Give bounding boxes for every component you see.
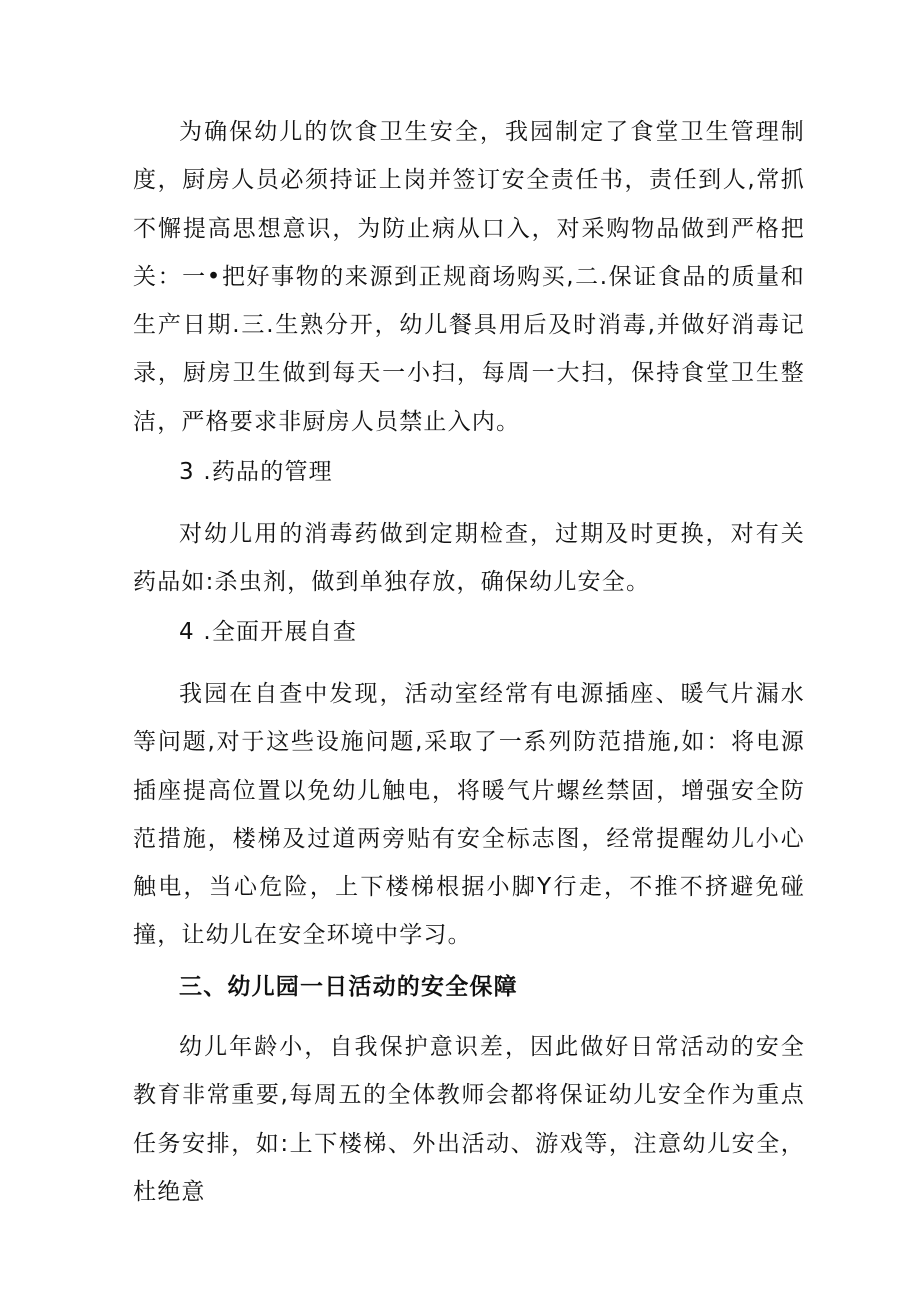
- paragraph-canteen-hygiene: 为确保幼儿的饮食卫生安全，我园制定了食堂卫生管理制度，厨房人员必须持证上岗并签订安全责任书，责任到人,常抓不懈提高思想意识，为防止病从口入，对采购物品做到严格把关：一•把好事物的来源到正规商场购买,二.保证食品的质量和生产日期.三.生熟分开，幼儿餐具用后及时消毒,并做好消毒记录，厨房卫生做到每天一小扫，每周一大扫，保持食堂卫生整洁，严格要求非厨房人员禁止入内。: [133, 119, 805, 435]
- heading-self-check: 4 .全面开展自查: [179, 619, 358, 645]
- paragraph-daily-activity: 幼儿年龄小，自我保护意识差，因此做好日常活动的安全教育非常重要,每周五的全体教师会都将保证幼儿安全作为重点任务安排，如:上下楼梯、外出活动、游戏等，注意幼儿安全，杜绝意: [133, 1034, 805, 1205]
- paragraph-medicine-management: 对幼儿用的消毒药做到定期检查，过期及时更换，对有关药品如:杀虫剂，做到单独存放，确保幼儿安全。: [133, 521, 805, 596]
- heading-medicine-management: 3 .药品的管理: [179, 459, 333, 485]
- heading-daily-activity-safety: 三、幼儿园一日活动的安全保障: [179, 974, 518, 1000]
- paragraph-self-check: 我园在自查中发现，活动室经常有电源插座、暖气片漏水等问题,对于这些设施问题,采取了一系列防范措施,如：将电源插座提高位置以免幼儿触电，将暖气片螺丝禁固，增强安全防范措施，楼梯及过道两旁贴有安全标志图，经常提醒幼儿小心触电，当心危险，上下楼梯根据小脚Y行走，不推不挤避免碰撞，让幼儿在安全环境中学习。: [133, 681, 805, 949]
